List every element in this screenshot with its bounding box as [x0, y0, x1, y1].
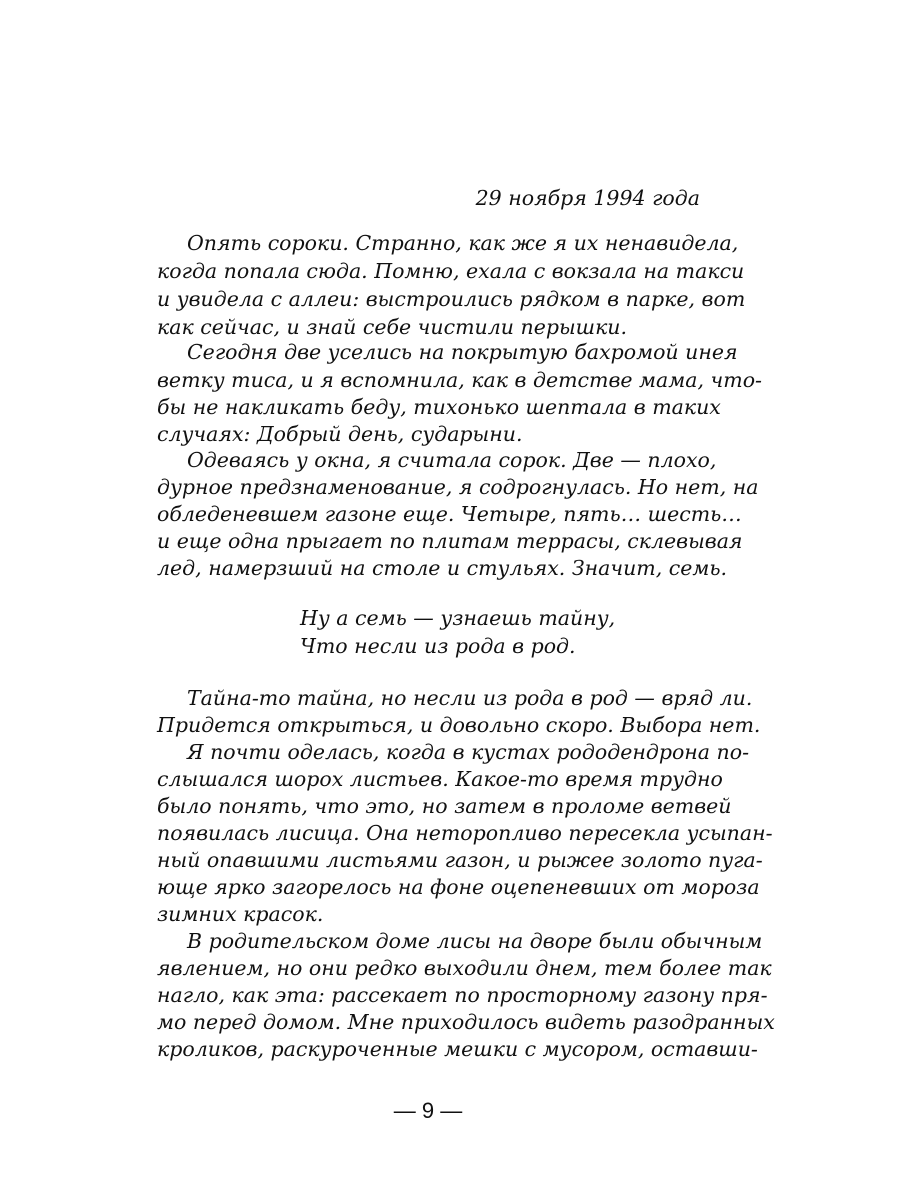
paragraph-1-line-4: как сейчас, и знай себе чистили перышки.	[157, 315, 628, 339]
paragraph-1-line-2: когда попала сюда. Помню, ехала с вокзала на такси	[157, 259, 745, 283]
paragraph-5-line-2: слышался шорох листьев. Какое-то время трудно	[157, 767, 723, 791]
paragraph-5-line-4: появилась лисица. Она неторопливо пересекла усыпан-	[157, 821, 773, 845]
paragraph-3-line-2: дурное предзнаменование, я содрогнулась. Но нет, на	[157, 475, 759, 499]
paragraph-3-line-1: Одеваясь у окна, я считала сорок. Две — плохо,	[187, 448, 717, 472]
paragraph-5-line-3: было понять, что это, но затем в проломе ветвей	[157, 794, 732, 818]
paragraph-6-line-2: явлением, но они редко выходили днем, тем более так	[157, 956, 772, 980]
paragraph-2-line-1: Сегодня две уселись на покрытую бахромой инея	[187, 340, 738, 364]
paragraph-1-line-1: Опять сороки. Странно, как же я их ненавидела,	[187, 231, 739, 255]
verse-line-1: Ну а семь — узнаешь тайну,	[300, 606, 616, 630]
paragraph-6-line-4: мо перед домом. Мне приходилось видеть разодранных	[157, 1010, 775, 1034]
paragraph-4-line-1: Тайна-то тайна, но несли из рода в род — вряд ли.	[187, 686, 753, 710]
paragraph-5-line-7: зимних красок.	[157, 902, 324, 926]
paragraph-1-line-3: и увидела с аллеи: выстроились рядком в парке, вот	[157, 287, 746, 311]
paragraph-5-line-1: Я почти оделась, когда в кустах рододендрона по-	[187, 740, 750, 764]
paragraph-2-line-2: ветку тиса, и я вспомнила, как в детстве мама, что-	[157, 368, 762, 392]
paragraph-6-line-3: нагло, как эта: рассекает по просторному газону пря-	[157, 983, 768, 1007]
paragraph-3-line-3: обледеневшем газоне еще. Четыре, пять… шесть…	[157, 502, 742, 526]
paragraph-3-line-4: и еще одна прыгает по плитам террасы, склевывая	[157, 529, 743, 553]
paragraph-5-line-5: ный опавшими листьями газон, и рыжее золото пуга-	[157, 848, 763, 872]
paragraph-6-line-1: В родительском доме лисы на дворе были обычным	[187, 929, 763, 953]
verse-line-2: Что несли из рода в род.	[300, 634, 576, 658]
page-number: — 9 —	[393, 1098, 463, 1123]
entry-date: 29 ноября 1994 года	[475, 186, 700, 210]
paragraph-2-line-4: случаях: Добрый день, сударыни.	[157, 422, 523, 446]
paragraph-2-line-3: бы не накликать беду, тихонько шептала в таких	[157, 395, 721, 419]
paragraph-4-line-2: Придется открыться, и довольно скоро. Выбора нет.	[157, 713, 761, 737]
paragraph-3-line-5: лед, намерзший на столе и стульях. Значит, семь.	[157, 556, 728, 580]
paragraph-5-line-6: юще ярко загорелось на фоне оцепеневших от мороза	[157, 875, 760, 899]
paragraph-6-line-5: кроликов, раскуроченные мешки с мусором, оставши-	[157, 1037, 758, 1061]
